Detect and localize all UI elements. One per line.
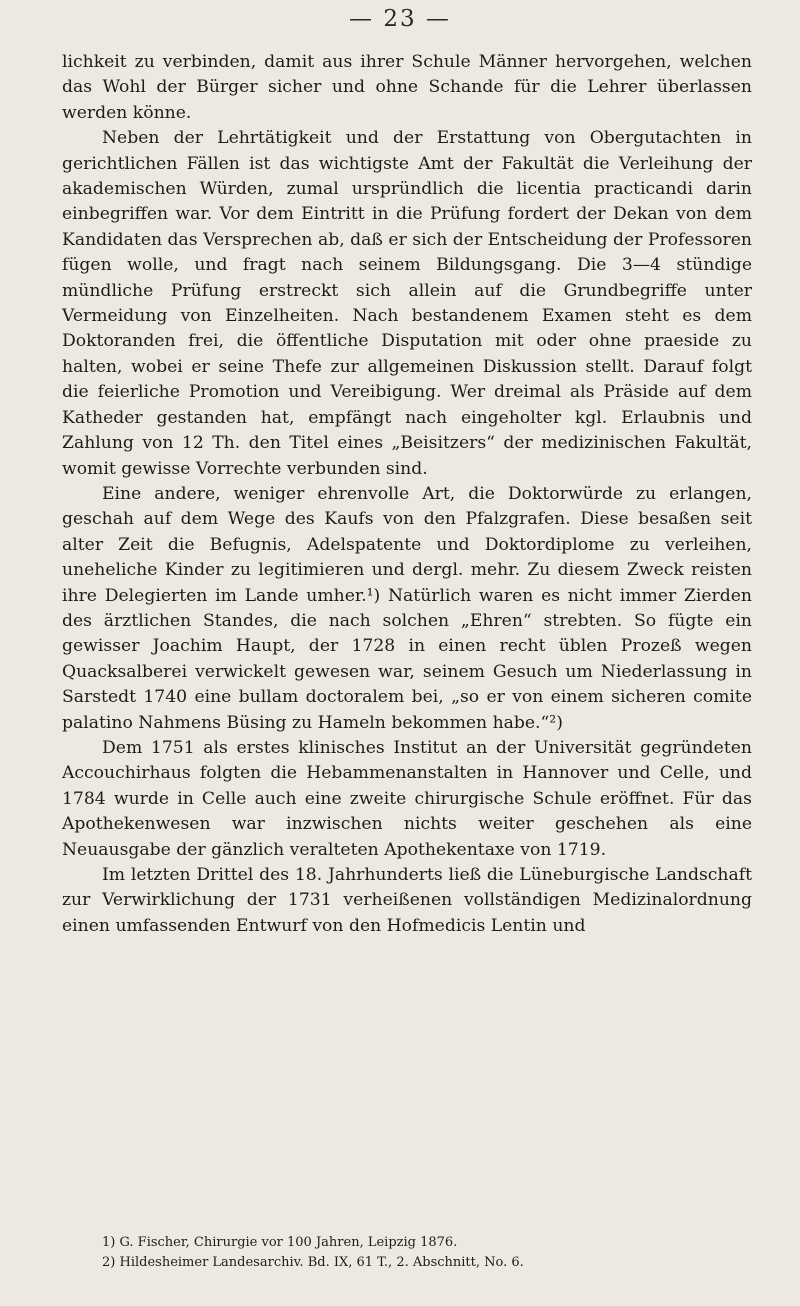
paragraph: Dem 1751 als erstes klinisches Institut an der Universität gegründeten Accouchirhaus folgten die Hebammenanstalten in Hannover und Celle, und 1784 wurde in Celle auch eine zweite chirurgische Schule eröffnet. Für das Apothekenwesen war inzwischen nichts weiter geschehen als eine Neuausgabe der gänzlich veralteten Apothekentaxe von 1719.	[62, 737, 752, 860]
footnote	[62, 1253, 752, 1273]
paragraph: Im letzten Drittel des 18. Jahrhunderts ließ die Lüneburgische Landschaft zur Verwirklichung der 1731 verheißenen vollständigen Medizinalordnung einen umfassenden Entwurf von den Hofmedicis Lentin und	[62, 865, 752, 936]
body-text	[62, 50, 752, 939]
paragraph: Neben der Lehrtätigkeit und der Erstattung von Obergutachten in gerichtlichen Fällen ist das wichtigste Amt der Fakultät die Verleihung der akademischen Würden, zumal urspründlich die licentia practicandi darin einbegriffen war. Vor dem Eintritt in die Prüfung fordert der Dekan von dem Kandidaten das Versprechen ab, daß er sich der Entscheidung der Professoren fügen wolle, und fragt nach seinem Bildungsgang. Die 3—4 stündige mündliche Prüfung erstreckt sich allein auf die Grundbegriffe unter Vermeidung von Einzelheiten. Nach bestandenem Examen steht es dem Doktoranden frei, die öffentliche Disputation mit oder ohne praeside zu halten, wobei er seine Thefe zur allgemeinen Diskussion stellt. Darauf folgt die feierliche Promotion und Vereibigung. Wer dreimal als Präside auf dem Katheder gestanden hat, empfängt nach eingeholter kgl. Erlaubnis und Zahlung von 12 Th. den Titel eines „Beisitzers“ der medizinischen Fakultät, womit gewisse Vorrechte verbunden sind.	[62, 128, 752, 479]
paragraph: Eine andere, weniger ehrenvolle Art, die Doktorwürde zu erlangen, geschah auf dem Wege des Kaufs von den Pfalzgrafen. Diese besaßen seit alter Zeit die Befugnis, Adelspatente und Doktordiplome zu verleihen, uneheliche Kinder zu legitimieren und dergl. mehr. Zu diesem Zweck reisten ihre Delegierten im Lande umher.¹) Natürlich waren es nicht immer Zierden des ärztlichen Standes, die nach solchen „Ehren“ strebten. So fügte ein gewisser Joachim Haupt, der 1728 in einen recht üblen Prozeß wegen Quacksalberei verwickelt gewesen war, seinem Gesuch um Niederlassung in Sarstedt 1740 eine bullam doctoralem bei, „so er von einem sicheren comite palatino Nahmens Büsing zu Hameln bekommen habe.“²)	[62, 483, 752, 733]
footnote-text: Hildesheimer Landesarchiv. Bd. IX, 61 T., 2. Abschnitt, No. 6.	[119, 1255, 524, 1270]
paragraph: lichkeit zu verbinden, damit aus ihrer Schule Männer hervorgehen, welchen das Wohl der Bürger sicher und ohne Schande für die Lehrer überlassen werden könne.	[62, 52, 752, 123]
footnote-mark: 1)	[102, 1235, 116, 1250]
footnotes	[62, 1233, 752, 1273]
footnote-text: G. Fischer, Chirurgie vor 100 Jahren, Leipzig 1876.	[119, 1235, 458, 1250]
page-number: — 23 —	[349, 6, 451, 32]
footnote	[62, 1233, 752, 1253]
footnote-mark: 2)	[102, 1255, 116, 1270]
